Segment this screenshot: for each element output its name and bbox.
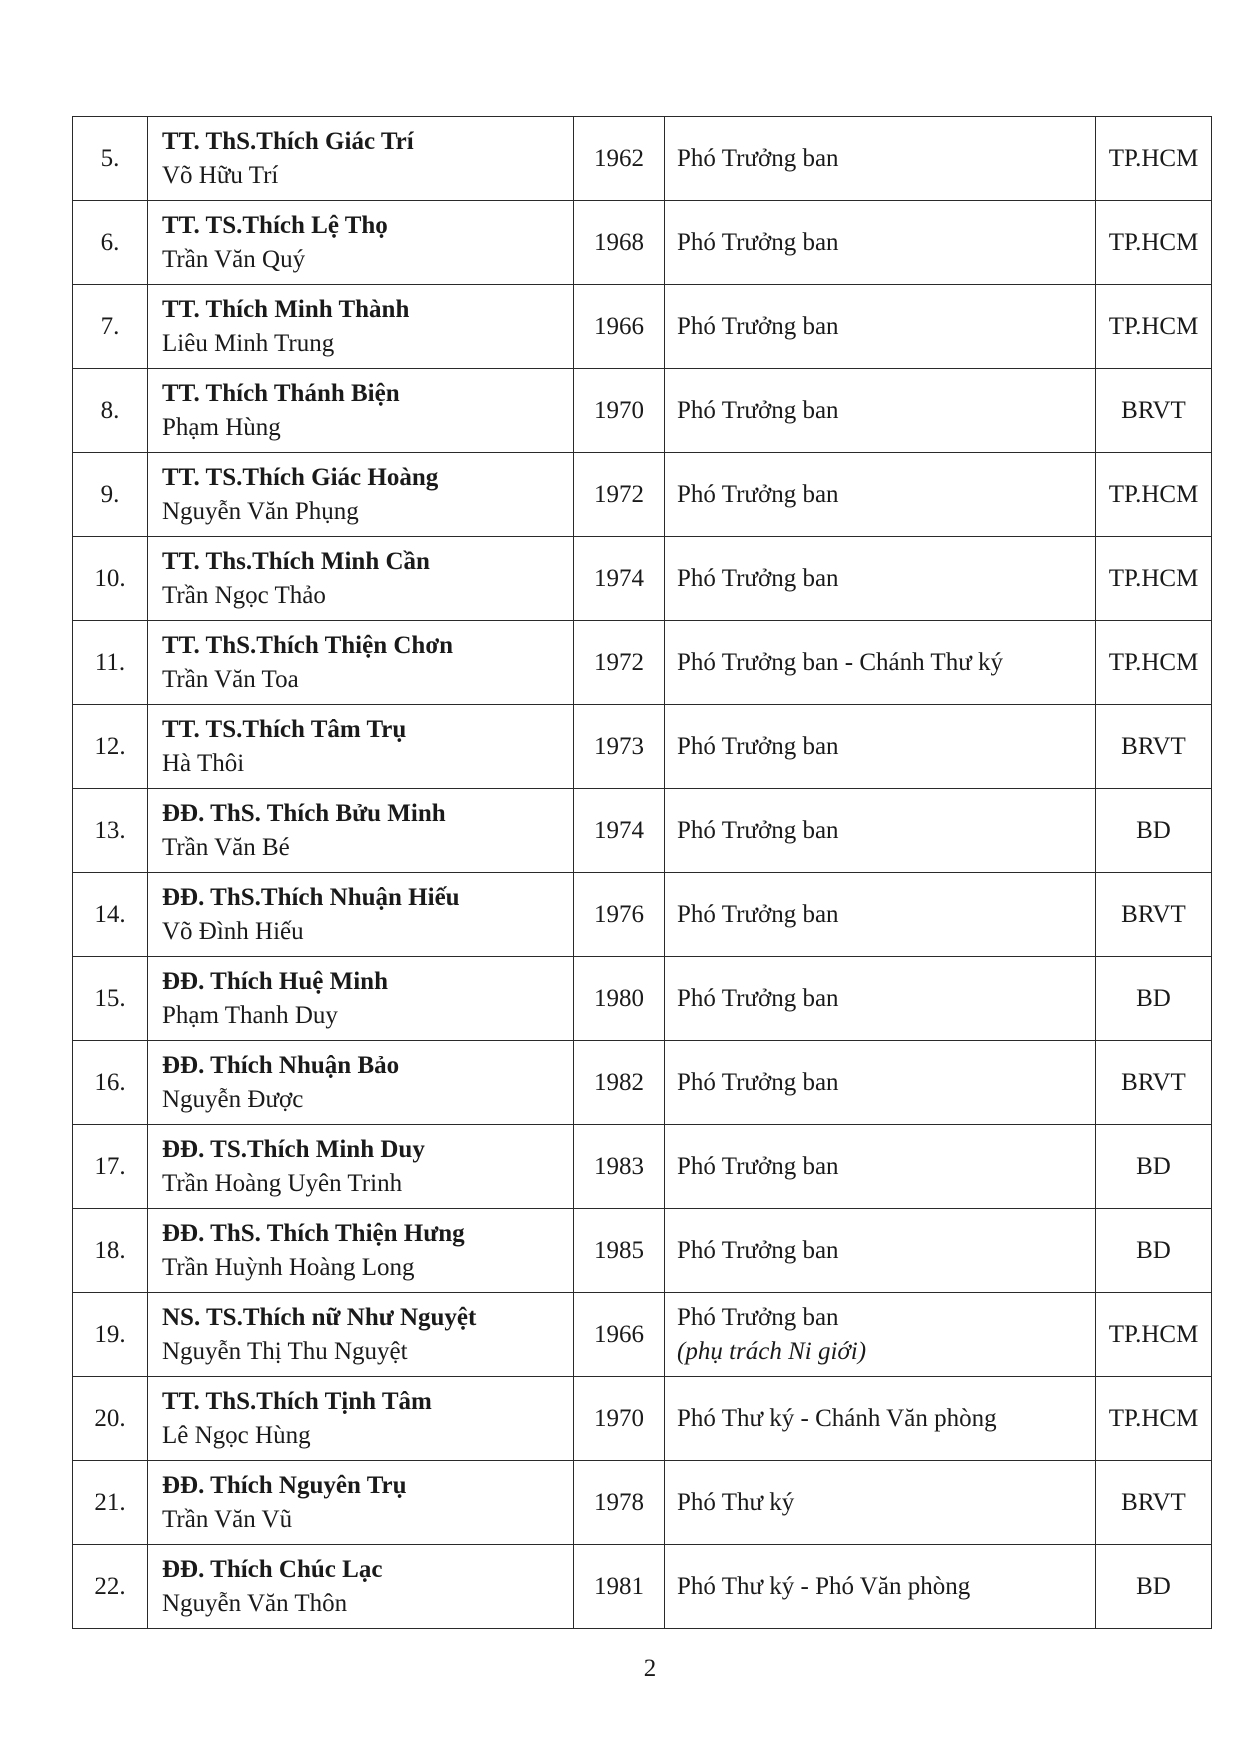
table-row	[73, 1209, 1212, 1293]
name-cell	[148, 957, 574, 1041]
lay-name: Phạm Thanh Duy	[162, 1001, 338, 1029]
place: BD	[1096, 1125, 1212, 1209]
role-title: Phó Trưởng ban	[677, 1236, 839, 1264]
role-title: Phó Thư ký - Phó Văn phòng	[677, 1572, 971, 1600]
role-cell	[665, 1125, 1096, 1209]
row-number: 5.	[73, 117, 148, 201]
religious-name: TT. ThS.Thích Giác Trí	[162, 127, 414, 155]
row-number: 21.	[73, 1461, 148, 1545]
religious-name: TT. ThS.Thích Thiện Chơn	[162, 631, 454, 659]
lay-name: Nguyễn Được	[162, 1085, 304, 1113]
place: TP.HCM	[1096, 201, 1212, 285]
religious-name: TT. Ths.Thích Minh Cần	[162, 547, 430, 575]
place: TP.HCM	[1096, 1377, 1212, 1461]
table-row	[73, 621, 1212, 705]
name-cell	[148, 1461, 574, 1545]
role-title: Phó Trưởng ban	[677, 1152, 839, 1180]
name-cell	[148, 369, 574, 453]
row-number: 10.	[73, 537, 148, 621]
birth-year: 1978	[574, 1461, 665, 1545]
member-table	[72, 116, 1212, 1629]
religious-name: ĐĐ. TS.Thích Minh Duy	[162, 1135, 425, 1163]
role-cell	[665, 453, 1096, 537]
lay-name: Nguyễn Thị Thu Nguyệt	[162, 1337, 408, 1365]
place: BD	[1096, 1209, 1212, 1293]
table-row	[73, 369, 1212, 453]
role-cell	[665, 873, 1096, 957]
role-cell	[665, 789, 1096, 873]
table-row	[73, 1377, 1212, 1461]
place: BRVT	[1096, 873, 1212, 957]
name-cell	[148, 873, 574, 957]
role-cell	[665, 285, 1096, 369]
lay-name: Trần Hoàng Uyên Trinh	[162, 1169, 403, 1197]
table-row	[73, 201, 1212, 285]
role-title: Phó Thư ký - Chánh Văn phòng	[677, 1404, 997, 1432]
birth-year: 1972	[574, 621, 665, 705]
lay-name: Trần Văn Bé	[162, 833, 290, 861]
row-number: 14.	[73, 873, 148, 957]
religious-name: TT. TS.Thích Tâm Trụ	[162, 715, 407, 743]
table-row	[73, 1461, 1212, 1545]
birth-year: 1966	[574, 1293, 665, 1377]
birth-year: 1980	[574, 957, 665, 1041]
table-row	[73, 1041, 1212, 1125]
lay-name: Phạm Hùng	[162, 413, 281, 441]
table-row	[73, 285, 1212, 369]
role-title: Phó Trưởng ban	[677, 228, 839, 256]
role-cell	[665, 1209, 1096, 1293]
table-row	[73, 957, 1212, 1041]
place: BRVT	[1096, 369, 1212, 453]
role-title: Phó Trưởng ban	[677, 564, 839, 592]
birth-year: 1968	[574, 201, 665, 285]
name-cell	[148, 1125, 574, 1209]
birth-year: 1976	[574, 873, 665, 957]
name-cell	[148, 537, 574, 621]
role-title: Phó Trưởng ban	[677, 1303, 839, 1331]
table-row	[73, 453, 1212, 537]
role-cell	[665, 1293, 1096, 1377]
lay-name: Trần Văn Toa	[162, 665, 299, 693]
role-cell	[665, 369, 1096, 453]
role-cell	[665, 117, 1096, 201]
place: BRVT	[1096, 1461, 1212, 1545]
religious-name: TT. Thích Minh Thành	[162, 295, 410, 323]
place: TP.HCM	[1096, 621, 1212, 705]
row-number: 9.	[73, 453, 148, 537]
role-cell	[665, 705, 1096, 789]
lay-name: Hà Thôi	[162, 749, 245, 777]
row-number: 15.	[73, 957, 148, 1041]
place: BD	[1096, 957, 1212, 1041]
row-number: 20.	[73, 1377, 148, 1461]
row-number: 8.	[73, 369, 148, 453]
page-number: 2	[643, 1655, 657, 1682]
religious-name: ĐĐ. Thích Chúc Lạc	[162, 1555, 383, 1583]
role-title: Phó Trưởng ban	[677, 816, 839, 844]
place: TP.HCM	[1096, 537, 1212, 621]
religious-name: ĐĐ. Thích Nguyên Trụ	[162, 1471, 407, 1499]
religious-name: ĐĐ. ThS. Thích Thiện Hưng	[162, 1219, 465, 1247]
religious-name: TT. TS.Thích Lệ Thọ	[162, 211, 388, 239]
row-number: 19.	[73, 1293, 148, 1377]
row-number: 16.	[73, 1041, 148, 1125]
role-title: Phó Trưởng ban	[677, 984, 839, 1012]
place: BRVT	[1096, 705, 1212, 789]
role-cell	[665, 1461, 1096, 1545]
row-number: 12.	[73, 705, 148, 789]
name-cell	[148, 117, 574, 201]
birth-year: 1974	[574, 789, 665, 873]
table-row	[73, 1125, 1212, 1209]
birth-year: 1985	[574, 1209, 665, 1293]
role-title: Phó Thư ký	[677, 1488, 795, 1516]
religious-name: TT. Thích Thánh Biện	[162, 379, 400, 407]
place: BD	[1096, 789, 1212, 873]
lay-name: Võ Đình Hiếu	[162, 917, 304, 945]
religious-name: TT. TS.Thích Giác Hoàng	[162, 463, 439, 491]
birth-year: 1970	[574, 1377, 665, 1461]
birth-year: 1974	[574, 537, 665, 621]
role-title: Phó Trưởng ban	[677, 900, 839, 928]
name-cell	[148, 1545, 574, 1629]
lay-name: Trần Ngọc Thảo	[162, 581, 326, 609]
lay-name: Lê Ngọc Hùng	[162, 1421, 311, 1449]
name-cell	[148, 1041, 574, 1125]
table-row	[73, 789, 1212, 873]
religious-name: TT. ThS.Thích Tịnh Tâm	[162, 1387, 432, 1415]
role-cell	[665, 201, 1096, 285]
birth-year: 1981	[574, 1545, 665, 1629]
religious-name: ĐĐ. Thích Nhuận Bảo	[162, 1051, 400, 1079]
name-cell	[148, 453, 574, 537]
name-cell	[148, 1377, 574, 1461]
birth-year: 1972	[574, 453, 665, 537]
role-title: Phó Trưởng ban	[677, 312, 839, 340]
birth-year: 1966	[574, 285, 665, 369]
table-row	[73, 705, 1212, 789]
lay-name: Trần Văn Vũ	[162, 1505, 293, 1533]
lay-name: Nguyễn Văn Phụng	[162, 497, 359, 525]
lay-name: Trần Văn Quý	[162, 245, 306, 273]
table-row	[73, 1293, 1212, 1377]
table-row	[73, 537, 1212, 621]
birth-year: 1973	[574, 705, 665, 789]
role-title: Phó Trưởng ban	[677, 144, 839, 172]
place: BD	[1096, 1545, 1212, 1629]
row-number: 17.	[73, 1125, 148, 1209]
name-cell	[148, 621, 574, 705]
role-cell	[665, 1041, 1096, 1125]
place: BRVT	[1096, 1041, 1212, 1125]
religious-name: ĐĐ. Thích Huệ Minh	[162, 967, 388, 995]
lay-name: Liêu Minh Trung	[162, 329, 335, 357]
role-cell	[665, 1545, 1096, 1629]
lay-name: Trần Huỳnh Hoàng Long	[162, 1253, 415, 1281]
role-title: Phó Trưởng ban	[677, 480, 839, 508]
role-title: Phó Trưởng ban	[677, 1068, 839, 1096]
row-number: 7.	[73, 285, 148, 369]
birth-year: 1982	[574, 1041, 665, 1125]
place: TP.HCM	[1096, 453, 1212, 537]
role-title: Phó Trưởng ban	[677, 732, 839, 760]
name-cell	[148, 789, 574, 873]
place: TP.HCM	[1096, 285, 1212, 369]
place: TP.HCM	[1096, 117, 1212, 201]
role-title: Phó Trưởng ban	[677, 396, 839, 424]
religious-name: ĐĐ. ThS. Thích Bửu Minh	[162, 799, 446, 827]
name-cell	[148, 285, 574, 369]
row-number: 11.	[73, 621, 148, 705]
religious-name: NS. TS.Thích nữ Như Nguyệt	[162, 1303, 477, 1331]
birth-year: 1962	[574, 117, 665, 201]
birth-year: 1970	[574, 369, 665, 453]
role-cell	[665, 621, 1096, 705]
name-cell	[148, 1209, 574, 1293]
role-cell	[665, 537, 1096, 621]
name-cell	[148, 201, 574, 285]
row-number: 6.	[73, 201, 148, 285]
member-table-body	[73, 117, 1212, 1629]
table-row	[73, 117, 1212, 201]
row-number: 13.	[73, 789, 148, 873]
lay-name: Nguyễn Văn Thôn	[162, 1589, 348, 1617]
row-number: 22.	[73, 1545, 148, 1629]
religious-name: ĐĐ. ThS.Thích Nhuận Hiếu	[162, 883, 460, 911]
row-number: 18.	[73, 1209, 148, 1293]
role-title: Phó Trưởng ban - Chánh Thư ký	[677, 648, 1004, 676]
role-cell	[665, 957, 1096, 1041]
place: TP.HCM	[1096, 1293, 1212, 1377]
role-cell	[665, 1377, 1096, 1461]
table-row	[73, 1545, 1212, 1629]
lay-name: Võ Hữu Trí	[162, 161, 279, 189]
birth-year: 1983	[574, 1125, 665, 1209]
table-row	[73, 873, 1212, 957]
name-cell	[148, 1293, 574, 1377]
name-cell	[148, 705, 574, 789]
role-note: (phụ trách Ni giới)	[677, 1337, 867, 1365]
